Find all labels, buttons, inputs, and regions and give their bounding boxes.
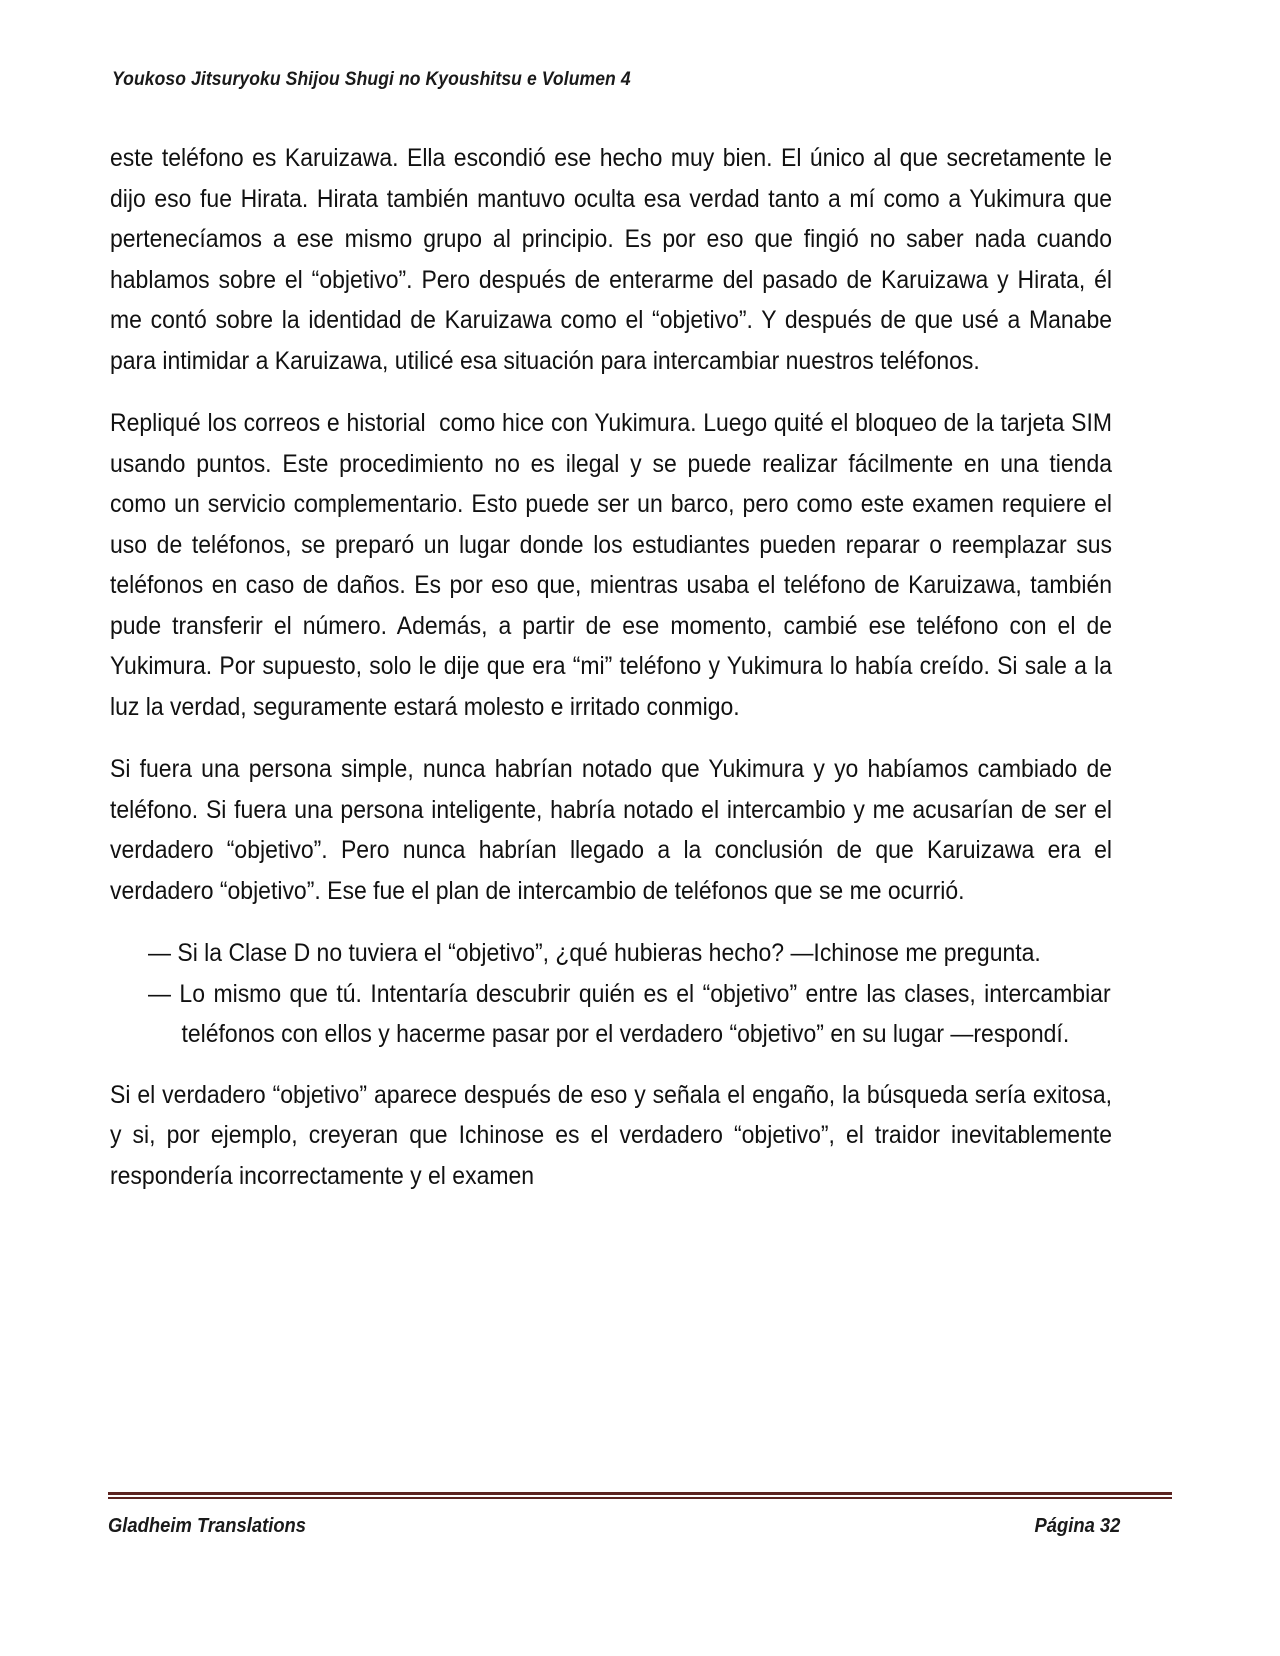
- body-paragraph-1: este teléfono es Karuizawa. Ella escondió ese hecho muy bien. El único al que secretamente le dijo eso fue Hirata. Hirata también mantuvo oculta esa verdad tanto a mí como a Yukimura que pertenecíamos a ese mismo grupo al principio. Es por eso que fingió no saber nada cuando hablamos sobre el “objetivo”. Pero después de enterarme del pasado de Karuizawa y Hirata, él me contó sobre la identidad de Karuizawa como el “objetivo”. Y después de que usé a Manabe para intimidar a Karuizawa, utilicé esa situación para intercambiar nuestros teléfonos.: [110, 144, 1119, 375]
- footer-page-number: Página 32: [1034, 1515, 1120, 1537]
- footer-rule-thin: [108, 1497, 1172, 1499]
- dialogue-line-1: — Si la Clase D no tuviera el “objetivo”, ¿qué hubieras hecho? —Ichinose me pregunta.: [148, 939, 1041, 967]
- footer-translator-credit: Gladheim Translations: [108, 1515, 307, 1537]
- footer-row: [108, 1515, 1120, 1538]
- body-paragraph-3: Si fuera una persona simple, nunca habrían notado que Yukimura y yo habíamos cambiado de teléfono. Si fuera una persona inteligente, habría notado el intercambio y me acusarían de ser el verdadero “objetivo”. Pero nunca habrían llegado a la conclusión de que Karuizawa era el verdadero “objetivo”. Ese fue el plan de intercambio de teléfonos que se me ocurrió.: [110, 755, 1119, 905]
- footer-divider-rule: [108, 1492, 1172, 1501]
- header-title: Youkoso Jitsuryoku Shijou Shugi no Kyoushitsu e Volumen 4: [112, 68, 631, 90]
- dialogue-block: [110, 933, 1118, 1055]
- page-header: [112, 68, 1168, 98]
- page-content: [110, 138, 1119, 1196]
- body-paragraph-2: Repliqué los correos e historial como hice con Yukimura. Luego quité el bloqueo de la tarjeta SIM usando puntos. Este procedimiento no es ilegal y se puede realizar fácilmente en una tienda como un servicio complementario. Esto puede ser un barco, pero como este examen requiere el uso de teléfonos, se preparó un lugar donde los estudiantes pueden reparar o reemplazar sus teléfonos en caso de daños. Es por eso que, mientras usaba el teléfono de Karuizawa, también pude transferir el número. Además, a partir de ese momento, cambié ese teléfono con el de Yukimura. Por supuesto, solo le dije que era “mi” teléfono y Yukimura lo había creído. Si sale a la luz la verdad, seguramente estará molesto e irritado conmigo.: [110, 409, 1119, 721]
- page-footer: [108, 1492, 1172, 1538]
- body-paragraph-4: Si el verdadero “objetivo” aparece después de eso y señala el engaño, la búsqueda sería exitosa, y si, por ejemplo, creyeran que Ichinose es el verdadero “objetivo”, el traidor inevitablemente respondería incorrectamente y el examen: [110, 1080, 1119, 1190]
- dialogue-line-2: — Lo mismo que tú. Intentaría descubrir quién es el “objetivo” entre las clases, intercambiar teléfonos con ellos y hacerme pasar por el verdadero “objetivo” en su lugar —respondí.: [148, 979, 1118, 1048]
